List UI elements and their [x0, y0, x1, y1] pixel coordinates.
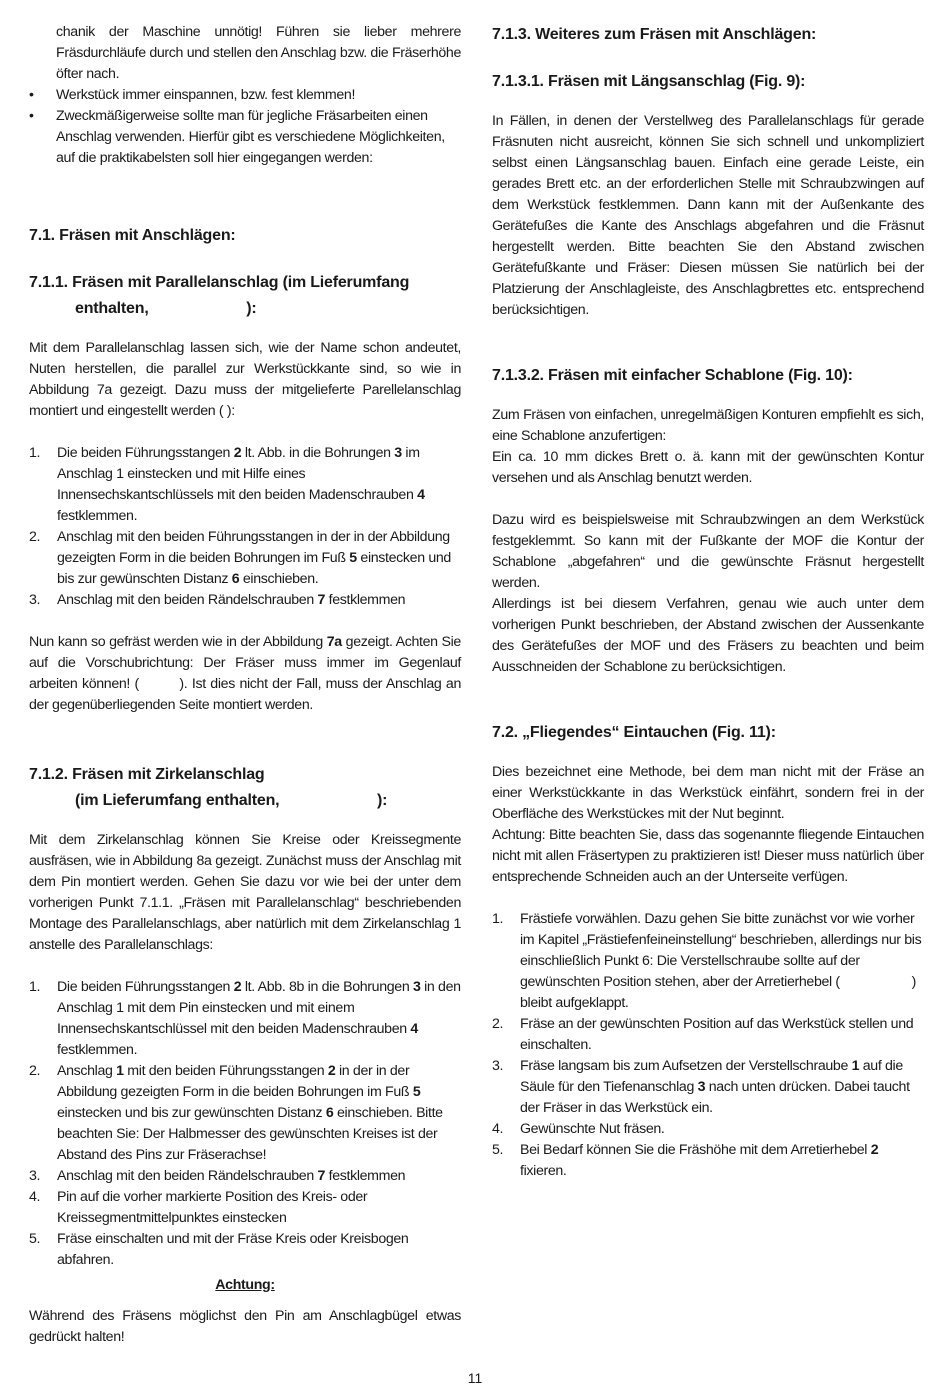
- right-column: [492, 22, 924, 1182]
- paragraph-7-1-3-2-c: Dazu wird es beispielsweise mit Schraubzwingen an dem Werkstück festgeklemmt. So kann mit der Fußkante der MOF die Kontur der Schablone „abgefahren“ und die gewünschte Fräsnut hergestellt werden.: [492, 512, 924, 591]
- text-run: mit den beiden Führungsstangen: [123, 1063, 328, 1079]
- text-run: festklemmen: [325, 592, 406, 608]
- heading-7-1-1-line2: enthalten, ):: [75, 300, 257, 317]
- paragraph-7-2-a: Dies bezeichnet eine Methode, bei dem man nicht mit der Fräse an einer Werkstückkante in das Werkstück einfährt, sondern frei in der Oberfläche des Werkstückes mit der Nut beginnt.: [492, 764, 924, 822]
- reference-number: 3: [394, 445, 402, 461]
- text-run: Frästiefe vorwählen. Dazu gehen Sie bitte zunächst vor wie vorher im Kapitel „Frästiefenfeineinstellung“ beschrieben, allerdings nur bis einschließlich Punkt 6: Die Verstellschraube sollte auf der gewünschten Position stehen, aber der Arretierhebel ( ) bleibt aufgeklappt.: [520, 911, 925, 1011]
- heading-7-1-1: [29, 270, 461, 322]
- text-run: Fräse langsam bis zum Aufsetzen der Verstellschraube: [520, 1058, 852, 1074]
- text-run: einstecken und bis zur gewünschten Distanz: [57, 1084, 424, 1121]
- text-run: einschieben. Bitte beachten Sie: Der Halbmesser des gewünschten Kreises ist der Abstand des Pins zur Fräserachse!: [57, 1105, 447, 1163]
- text-run: Bei Bedarf können Sie die Fräshöhe mit dem Arretierhebel: [520, 1142, 871, 1158]
- reference-number: 1: [851, 1058, 860, 1074]
- text-run: lt. Abb. 8b in die Bohrungen: [241, 979, 413, 995]
- heading-7-1-3-1: 7.1.3.1. Fräsen mit Längsanschlag (Fig. 9):: [492, 73, 806, 90]
- list-item: [492, 1119, 924, 1140]
- heading-7-1-3: 7.1.3. Weiteres zum Fräsen mit Anschlägen:: [492, 26, 817, 43]
- paragraph-7-1-2: Mit dem Zirkelanschlag können Sie Kreise oder Kreissegmente ausfräsen, wie in Abbildung 8a gezeigt. Zunächst muss der Anschlag mit dem Pin montiert werden. Gehen Sie dazu vor wie bei der unter dem vorherigen Punkt 7.1.1. „Fräsen mit Parallelanschlag“ beschriebenden Montage des Parallelanschlags, aber natürlich mit dem Zirkelanschlag 1 anstelle des Parallelanschlags:: [29, 832, 461, 953]
- list-number: 2.: [29, 529, 41, 545]
- text-run: fixieren.: [520, 1142, 882, 1179]
- text-run: in den Anschlag 1 mit dem Pin einstecken und mit einem Innensechskantschlüssel mit den beiden Madenschrauben: [57, 979, 464, 1037]
- page-number: 11: [467, 1370, 483, 1386]
- reference-number: 7: [317, 592, 326, 608]
- text-run: Die beiden Führungsstangen: [57, 445, 234, 461]
- list-number: 4.: [492, 1121, 504, 1137]
- heading-7-1: 7.1. Fräsen mit Anschlägen:: [29, 227, 236, 244]
- list-item: [492, 1014, 924, 1056]
- reference-number: 2: [327, 1063, 336, 1079]
- list-item: [29, 1166, 461, 1187]
- text-run: nach unten drücken. Dabei taucht der Fräser in das Werkstück ein.: [520, 1079, 914, 1116]
- safety-bullet-list: [29, 85, 461, 169]
- list-number: 4.: [29, 1189, 41, 1205]
- list-item: [29, 590, 461, 611]
- reference-number: 1: [116, 1063, 124, 1079]
- list-number: 2.: [492, 1016, 504, 1032]
- continued-paragraph: chanik der Maschine unnötig! Führen sie lieber mehrere Fräsdurchläufe durch und stellen den Anschlag bzw. die Fräserhöhe öfter nach.: [56, 24, 461, 82]
- paragraph-7-1-1: Mit dem Parallelanschlag lassen sich, wie der Name schon andeutet, Nuten herstellen, die parallel zur Werkstückkante sind, so wie in Abbildung 7a gezeigt. Dazu muss der mitgelieferte Parellelanschlag montiert und eingestellt werden ( ):: [29, 340, 461, 419]
- text-run: Pin auf die vorher markierte Position des Kreis- oder Kreissegmentmittelpunktes einstecken: [57, 1189, 371, 1226]
- text-run: einstecken und bis zur gewünschten Distanz: [57, 550, 455, 587]
- text-run: Fräse an der gewünschten Position auf das Werkstück stellen und einschalten.: [520, 1016, 917, 1053]
- list-item: [492, 1140, 924, 1182]
- text-run: Anschlag mit den beiden Rändelschrauben: [57, 592, 318, 608]
- list-item: [29, 1187, 461, 1229]
- bullet-item: • Werkstück immer einspannen, bzw. fest klemmen!: [29, 85, 461, 106]
- text-run: in der in der Abbildung gezeigten Form in die beiden Bohrungen im Fuß: [57, 1063, 413, 1100]
- steps-list-7-1-2: [29, 977, 464, 1271]
- text-run: einschieben.: [239, 571, 319, 587]
- heading-7-1-2-line1: 7.1.2. Fräsen mit Zirkelanschlag: [29, 766, 265, 783]
- heading-7-1-3-2: 7.1.3.2. Fräsen mit einfacher Schablone (Fig. 10):: [492, 367, 853, 384]
- text-run: Nun kann so gefräst werden wie in der Abbildung: [29, 634, 327, 650]
- reference-number: 7: [317, 1168, 326, 1184]
- steps-list-7-1-1: [29, 443, 461, 611]
- text-run: Anschlag: [57, 1063, 117, 1079]
- attention-label: [29, 1275, 461, 1296]
- reference-number: 3: [697, 1079, 706, 1095]
- list-item: [492, 1056, 924, 1119]
- reference-number: 2: [233, 979, 242, 995]
- list-number: 3.: [29, 592, 41, 608]
- list-number: 1.: [29, 445, 41, 461]
- list-number: 1.: [492, 911, 504, 927]
- paragraph-7-1-3-2-a: Zum Fräsen von einfachen, unregelmäßigen Konturen empfiehlt es sich, eine Schablone anzufertigen:: [492, 407, 924, 444]
- text-run: lt. Abb. in die Bohrungen: [241, 445, 395, 461]
- reference-number: 5: [349, 550, 357, 566]
- paragraph-7-1-3-2-b: Ein ca. 10 mm dickes Brett o. ä. kann mit der gewünschten Kontur versehen und als Anschlag benutzt werden.: [492, 449, 924, 486]
- paragraph-7-1-2-note: Während des Fräsens möglichst den Pin am Anschlagbügel etwas gedrückt halten!: [29, 1308, 461, 1345]
- list-item: [29, 443, 461, 527]
- reference-number: 6: [325, 1105, 334, 1121]
- paragraph-7-2-b: Achtung: Bitte beachten Sie, dass das sogenannte fliegende Eintauchen nicht mit allen Fräsertypen zu praktizieren ist! Dieser muss natürlich über entsprechende Schneiden auch an der Unterseite verfügen.: [492, 827, 924, 885]
- reference-number: 2: [870, 1142, 879, 1158]
- text-run: auf die Säule für den Tiefenanschlag: [520, 1058, 907, 1095]
- steps-list-7-2: [492, 909, 924, 1182]
- text-run: Die beiden Führungsstangen: [57, 979, 234, 995]
- list-number: 1.: [29, 979, 41, 995]
- list-item: [29, 527, 461, 590]
- left-column: [29, 22, 465, 1348]
- list-number: 3.: [29, 1168, 41, 1184]
- list-number: 5.: [29, 1231, 41, 1247]
- attention-text: Achtung:: [215, 1277, 275, 1293]
- list-number: 5.: [492, 1142, 504, 1158]
- text-run: Anschlag mit den beiden Führungsstangen in der in der Abbildung gezeigten Form in die beiden Bohrungen im Fuß: [57, 529, 454, 566]
- text-run: im Anschlag 1 einstecken und mit Hilfe eines Innensechskantschlüssels mit den beiden Madenschrauben: [57, 445, 423, 503]
- text-run: Fräse einschalten und mit der Fräse Kreis oder Kreisbogen abfahren.: [57, 1231, 413, 1268]
- text-run: festklemmen.: [57, 487, 429, 524]
- list-number: 3.: [492, 1058, 504, 1074]
- paragraph-7-1-1-feed: [29, 632, 465, 716]
- list-item: [29, 1061, 461, 1166]
- text-run: festklemmen.: [57, 1021, 422, 1058]
- reference-number: 4: [410, 1021, 418, 1037]
- text-run: festklemmen: [325, 1168, 406, 1184]
- list-item: [492, 909, 924, 1014]
- text-run: gezeigt. Achten Sie auf die Vorschubrichtung: Der Fräser muss immer im Gegenlauf arbeiten können! ( ). Ist dies nicht der Fall, muss der Anschlag an der gegenüberliegenden Seite montiert werden.: [29, 634, 465, 713]
- text-run: Gewünschte Nut fräsen.: [520, 1121, 665, 1137]
- list-item: [29, 977, 464, 1061]
- bullet-item: • Zweckmäßigerweise sollte man für jegliche Fräsarbeiten einen Anschlag verwenden. Hierfür gibt es verschiedene Möglichkeiten, auf die praktikabelsten soll hier eingegangen werden:: [29, 106, 461, 169]
- heading-7-1-1-line1: 7.1.1. Fräsen mit Parallelanschlag (im Lieferumfang: [29, 274, 410, 291]
- paragraph-7-1-3-2-d: Allerdings ist bei diesem Verfahren, genau wie auch unter dem vorherigen Punkt beschrieben, der Abstand zwischen der Aussenkante des Gerätefußes der MOF und des Fräsers zu beachten und beim Ausschneiden der Schablone zu berücksichtigen.: [492, 596, 924, 675]
- text-run: Anschlag mit den beiden Rändelschrauben: [57, 1168, 318, 1184]
- reference-number: 6: [231, 571, 240, 587]
- reference-number: 2: [233, 445, 242, 461]
- paragraph-7-1-3-1: In Fällen, in denen der Verstellweg des Parallelanschlags für gerade Fräsnuten nicht ausreicht, können Sie sich schnell und unkompliziert selbst einen Längsanschlag bauen. Einfach eine gerade Leiste, ein gerades Brett etc. an der erforderlichen Stelle mit Schraubzwingen auf dem Werkstück festklemmen. Dann kann mit der Außenkante des Gerätefußes die Kante des Anschlags abgefahren und die Fräsnut hergestellt werden. Bitte beachten Sie den Abstand zwischen Gerätefußkante und Fräser: Diesen müssen Sie natürlich bei der Platzierung der Anschlagleiste, des Anschlagbrettes etc. entsprechend berücksichtigen.: [492, 113, 924, 318]
- reference-number: 5: [412, 1084, 421, 1100]
- list-number: 2.: [29, 1063, 41, 1079]
- reference-number: 4: [417, 487, 425, 503]
- list-item: [29, 1229, 461, 1271]
- reference-number: 3: [412, 979, 421, 995]
- heading-7-1-2-line2: (im Lieferumfang enthalten, ):: [75, 792, 388, 809]
- heading-7-2: 7.2. „Fliegendes“ Eintauchen (Fig. 11):: [492, 724, 776, 741]
- heading-7-1-2: [29, 762, 461, 814]
- reference-number: 7a: [326, 634, 342, 650]
